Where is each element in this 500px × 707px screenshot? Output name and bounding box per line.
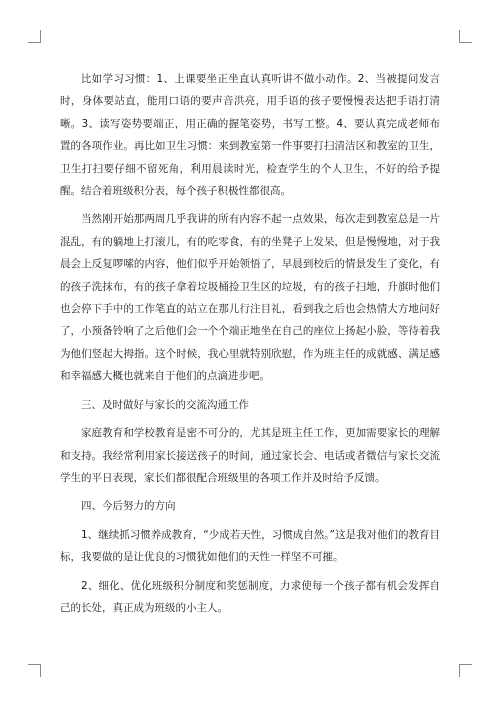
corner-mark-bottom-left — [28, 664, 41, 677]
corner-mark-bottom-right — [459, 664, 472, 677]
corner-mark-top-left — [28, 30, 41, 43]
paragraph-progress: 当然刚开始那两周几乎我讲的所有内容不起一点效果，每次走到教室总是一片混乱，有的躺地上打滚儿，有的吃零食，有的坐凳子上发呆，但是慢慢地，对于我晨会上反复啰嗦的内容，他们似乎开始领悟了，早晨到校后的情景发生了变化，有的孩子洗抹布，有的孩子拿着垃圾桶捡卫生区的垃圾，有的孩子扫地，升旗时他们也会停下手中的工作笔直的站立在那儿行注目礼，看到我之后也会热情大方地问好了，小预备铃响了之后他们会一个个端正地坐在自己的座位上扬起小脸，等待着我为他们竖起大拇指。这个时候，我心里就特别欣慰，作为班主任的成就感、满足感和幸福感大概也就来自于他们的点滴进步吧。 — [60, 213, 440, 383]
paragraph-parent-communication: 家庭教育和学校教育是密不可分的，尤其是班主任工作，更加需要家长的理解和支持。我经常利用家长接送孩子的时间，通过家长会、电话或者微信与家长交流学生的平日表现，家长们都很配合班级里的各项工作并及时给予反馈。 — [60, 427, 440, 484]
document-body — [60, 68, 440, 625]
section-heading-parent-communication: 三、及时做好与家长的交流沟通工作 — [81, 398, 249, 411]
paragraph-habits: 比如学习习惯：1、上课要坐正坐直认真听讲不做小动作。2、当被提问发言时，身体要站直，能用口语的要声音洪亮，用手语的孩子要慢慢表达把手语打清晰。3、读写姿势要端正，用正确的握笔姿势，书写工整。4、要认真完成老师布置的各项作业。再比如卫生习惯：来到教室第一件事要打扫清洁区和教室的卫生，卫生打扫要仔细不留死角，利用晨读时光，检查学生的个人卫生，不好的给予提醒。结合着班级积分表，每个孩子积极性都很高。 — [60, 73, 440, 198]
corner-mark-top-right — [459, 30, 472, 43]
section-heading-future-direction: 四、今后努力的方向 — [81, 500, 176, 513]
paragraph-future-item-2: 2、细化、优化班级积分制度和奖惩制度，力求使每一个孩子都有机会发挥自己的长处，真正成为班级的小主人。 — [60, 579, 440, 614]
paragraph-future-item-1: 1、继续抓习惯养成教育，“少成若天性，习惯成自然。”这是我对他们的教育目标，我要做的是让优良的习惯犹如他们的天性一样坚不可摧。 — [60, 528, 440, 564]
